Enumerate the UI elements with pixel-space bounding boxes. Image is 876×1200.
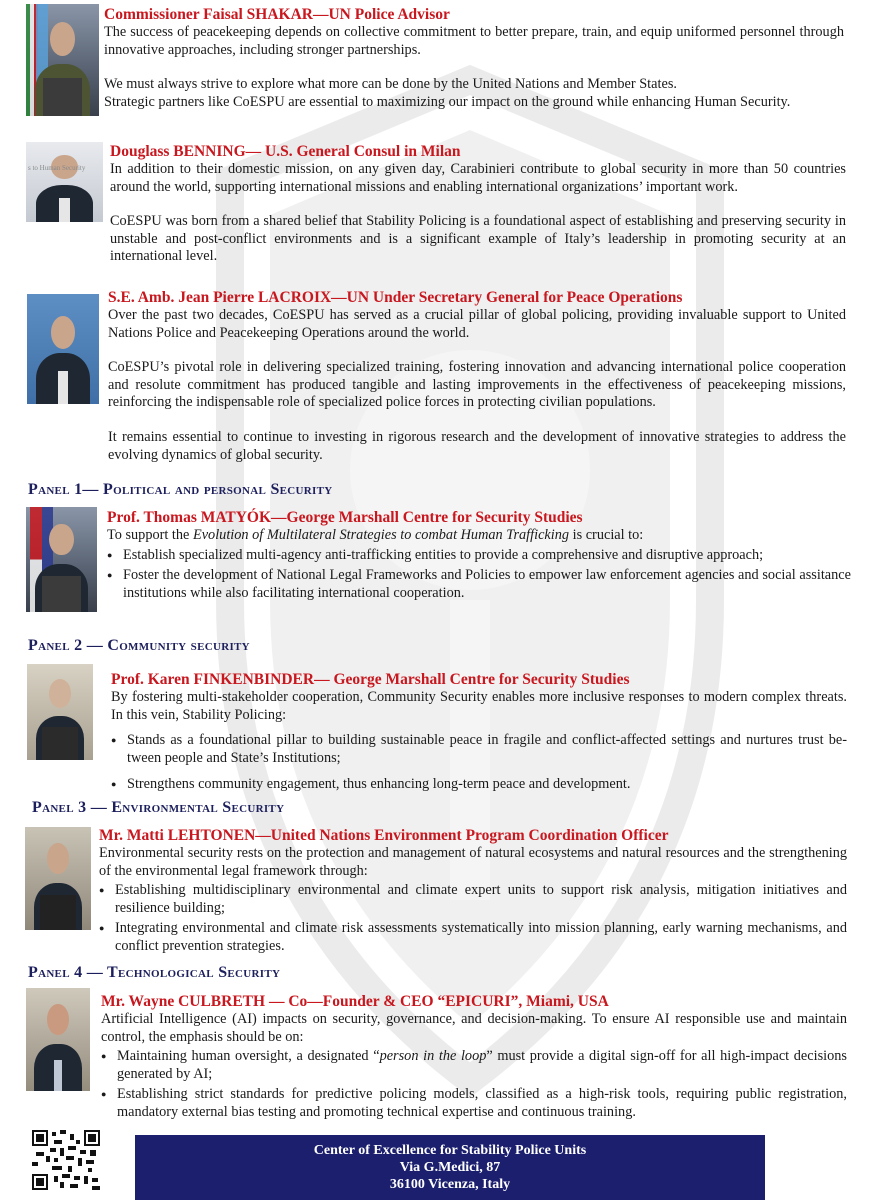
panel-block-4 [101,993,847,1125]
bullet-text: Establishing strict standards for predictive policing models, classified as a high-risk tools, requiring public registration, mandatory external bias testing and promoting technical expertise and continuous training. [117,1086,847,1120]
panel-intro: Environmental security rests on the protection and management of natural ecosystems and natural resources and the strengthening of the environmental legal framework through: [99,845,847,879]
panel-title: Panel 1— Political and personal Security [28,481,333,498]
speaker-photo-matyok [26,507,97,612]
bullet-item: ● Foster the development of National Legal Frameworks and Policies to empower law enforcement agencies and social assitance institutions while also facilitating international cooperation. [107,567,851,602]
footer-street: Via G.Medici, 87 [399,1160,501,1175]
intro-text: is crucial to: [569,527,644,543]
speaker-photo-shakar [26,4,99,116]
footer-org-name: Center of Excellence for Stability Police Units [313,1143,587,1158]
speaker-name: Mr. Wayne CULBRETH — Co—Founder & CEO “EPICURI”, Miami, USA [101,993,609,1010]
speaker-photo-benning [26,142,103,222]
speaker-name: Mr. Matti LEHTONEN—United Nations Environment Program Coordination Officer [99,827,669,844]
bullet-italic: person in the loop [379,1048,487,1065]
panel-block-3 [99,827,847,959]
speaker-photo-finkenbinder [27,664,93,760]
speaker-name: Commissioner Faisal SHAKAR—UN Police Advisor [104,6,450,23]
panel-block-2 [111,671,847,803]
bullet-item [101,1086,847,1121]
speaker-paragraph: CoESPU was born from a shared belief that Stability Policing is a foundational aspect of establishing and preserving security in unstable and post-conflict environments and is a significant example of Italy’s leadership in promoting security at an international level. [110,213,846,265]
panel-title: Panel 4 — Technological Security [28,964,281,981]
bullet-item: ● Strengthens community engagement, thus enhancing long-term peace and development. [111,776,847,794]
panel-block-1 [107,509,851,605]
speaker-photo-lacroix [27,294,99,404]
speaker-photo-lehtonen [25,827,91,930]
speaker-paragraph: In addition to their domestic mission, on any given day, Carabinieri contribute to global security in more than 50 countries around the world, supporting international missions and enabling international organizations’ important work. [110,161,846,195]
footer-city: 36100 Vicenza, Italy [389,1177,511,1192]
intro-text: To support the [107,527,193,543]
bullet-item: ● Integrating environmental and climate risk assessments systematically into mission planning, early warning mechanisms, and conflict prevention strategies. [99,920,847,955]
bullet-item: ● Establish specialized multi-agency anti-trafficking entities to provide a comprehensive and disruptive approach; [107,547,851,565]
bullet-item [101,1048,847,1083]
speaker-paragraph: Over the past two decades, CoESPU has served as a crucial pillar of global policing, providing invaluable support to United Nations Police and Peacekeeping Operations around the world. [108,307,846,341]
speaker-block-shakar [104,6,844,111]
panel-title: Panel 3 — Environmental Security [32,799,285,816]
bullet-text: ” must provide a digital sign-off for all high-impact decisions generated by AI; [117,1048,847,1082]
speaker-name: Prof. Thomas MATYÓK—George Marshall Centre for Security Studies [107,509,583,526]
speaker-paragraph: We must always strive to explore what more can be done by the United Nations and Member States. Strategic partners like CoESPU are essential to maximizing our impact on the ground while enhancing Human Security. [104,76,791,110]
intro-italic: Evolution of Multilateral Strategies to combat Human Trafficking [192,527,570,543]
qr-code-icon[interactable] [32,1130,100,1190]
bullet-text: Maintaining human oversight, a designated “ [117,1048,380,1065]
photo-backdrop-text: s to Human Security [28,164,86,172]
panel-intro: Artificial Intelligence (AI) impacts on security, governance, and decision-making. To ensure AI responsible use and maintain control, the emphasis should be on: [101,1011,847,1045]
panel-title: Panel 2 — Community security [28,637,250,654]
bullet-item: ● Stands as a foundational pillar to building sustainable peace in fragile and conflict-affected settings and nurtures trust be-tween people and State’s Institutions; [111,732,847,767]
bullet-item: ● Establishing multidisciplinary environmental and climate expert units to support risk analysis, mitigation initiatives and resilience building; [99,882,847,917]
speaker-name: Prof. Karen FINKENBINDER— George Marshall Centre for Security Studies [111,671,630,688]
speaker-paragraph: It remains essential to continue to investing in rigorous research and the development of innovative strategies to address the evolving dynamics of global security. [108,428,846,463]
speaker-paragraph: The success of peacekeeping depends on collective commitment to better prepare, train, and equip uniformed personnel through innovative approaches, including stronger partnerships. [104,24,844,58]
footer-address-banner [135,1135,765,1200]
panel-intro [107,527,851,545]
speaker-name: Douglass BENNING— U.S. General Consul in Milan [110,143,461,160]
speaker-photo-culbreth [26,988,90,1091]
speaker-paragraph: CoESPU’s pivotal role in delivering specialized training, fostering innovation and advancing international police cooperation and resolute commitment has produced tangible and lasting improvements in the effectiveness of peacekeeping missions, reinforcing the indispensable role of specialized police forces in protecting civilian populations. [108,359,846,411]
speaker-block-benning [110,143,846,266]
speaker-block-lacroix [108,289,846,464]
speaker-name: S.E. Amb. Jean Pierre LACROIX—UN Under Secretary General for Peace Operations [108,289,683,306]
panel-intro: By fostering multi-stakeholder cooperation, Community Security enables more inclusive responses to modern complex threats. In this vein, Stability Policing: [111,689,847,723]
